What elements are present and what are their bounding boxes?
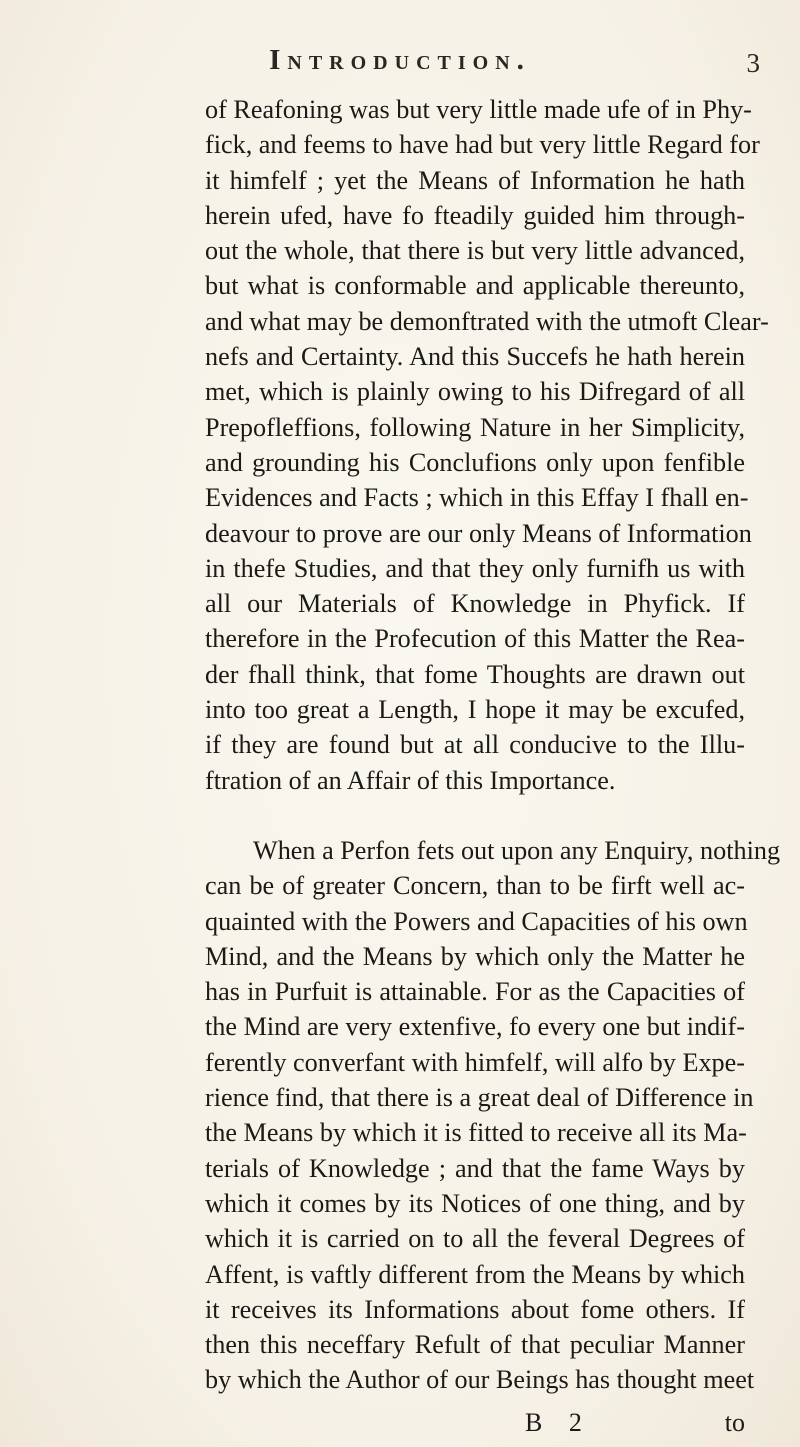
text-line: can be of greater Concern, than to be firft well ac-	[205, 871, 745, 901]
text-line: out the whole, that there is but very little advanced,	[205, 236, 745, 266]
text-line: has in Purfuit is attainable. For as the Capacities of	[205, 977, 745, 1007]
paragraph-gap	[205, 798, 745, 833]
page-footer	[205, 1408, 745, 1442]
text-line: by which the Author of our Beings has thought meet	[205, 1365, 755, 1395]
signature-mark: B 2	[525, 1408, 592, 1437]
text-line: nefs and Certainty. And this Succefs he hath herein	[205, 342, 745, 372]
text-line: ferently converfant with himfelf, will alfo by Expe-	[205, 1047, 745, 1077]
text-line: ftration of an Affair of this Importance.	[205, 765, 616, 795]
text-line: which it comes by its Notices of one thing, and by	[205, 1188, 745, 1218]
text-line: then this neceffary Refult of that peculiar Manner	[205, 1330, 745, 1360]
running-head: Introduction.	[269, 44, 531, 76]
text-line: Prepofleffions, following Nature in her Simplicity,	[205, 412, 745, 442]
page-number: 3	[746, 48, 760, 78]
body-text	[205, 92, 781, 1398]
text-line: into too great a Length, I hope it may be excufed,	[205, 695, 745, 725]
text-line: but what is conformable and applicable thereunto,	[205, 271, 745, 301]
text-line: Evidences and Facts ; which in this Effay I fhall en-	[205, 483, 749, 513]
text-line: terials of Knowledge ; and that the fame Ways by	[205, 1153, 745, 1183]
text-line: all our Materials of Knowledge in Phyfick. If	[205, 589, 745, 619]
text-line: of Reafoning was but very little made ufe of in Phy-	[205, 95, 752, 124]
text-line: in thefe Studies, and that they only furnifh us with	[205, 553, 745, 583]
text-line: it himfelf ; yet the Means of Information he hath	[205, 165, 745, 195]
paragraph-1	[205, 92, 769, 798]
catchword: to	[724, 1408, 745, 1437]
text-line: therefore in the Profecution of this Matter the Rea-	[205, 624, 745, 654]
text-line: the Mind are very extenfive, fo every one but indif-	[205, 1012, 745, 1042]
text-line: if they are found but at all conducive to the Illu-	[205, 730, 745, 760]
text-line: deavour to prove are our only Means of Information	[205, 518, 752, 548]
paragraph-2	[205, 833, 781, 1398]
text-line: it receives its Informations about fome others. If	[205, 1294, 745, 1324]
text-line: herein ufed, have fo fteadily guided him through-	[205, 200, 745, 230]
text-line: der fhall think, that fome Thoughts are drawn out	[205, 659, 745, 689]
text-line: met, which is plainly owing to his Difregard of all	[205, 377, 745, 407]
text-line: rience find, that there is a great deal of Difference in	[205, 1083, 754, 1113]
text-line: Affent, is vaftly different from the Means by which	[205, 1259, 745, 1289]
text-line: When a Perfon fets out upon any Enquiry, nothing	[253, 835, 781, 865]
text-line: Mind, and the Means by which only the Matter he	[205, 941, 745, 971]
page-header	[200, 44, 800, 88]
text-line: the Means by which it is fitted to receive all its Ma-	[205, 1118, 747, 1148]
text-line: and what may be demonftrated with the utmoft Clear-	[205, 306, 769, 336]
text-line: fick, and feems to have had but very little Regard for	[205, 130, 760, 160]
text-line: quainted with the Powers and Capacities of his own	[205, 906, 748, 936]
text-line: and grounding his Conclufions only upon fenfible	[205, 447, 745, 477]
text-line: which it is carried on to all the feveral Degrees of	[205, 1224, 745, 1254]
